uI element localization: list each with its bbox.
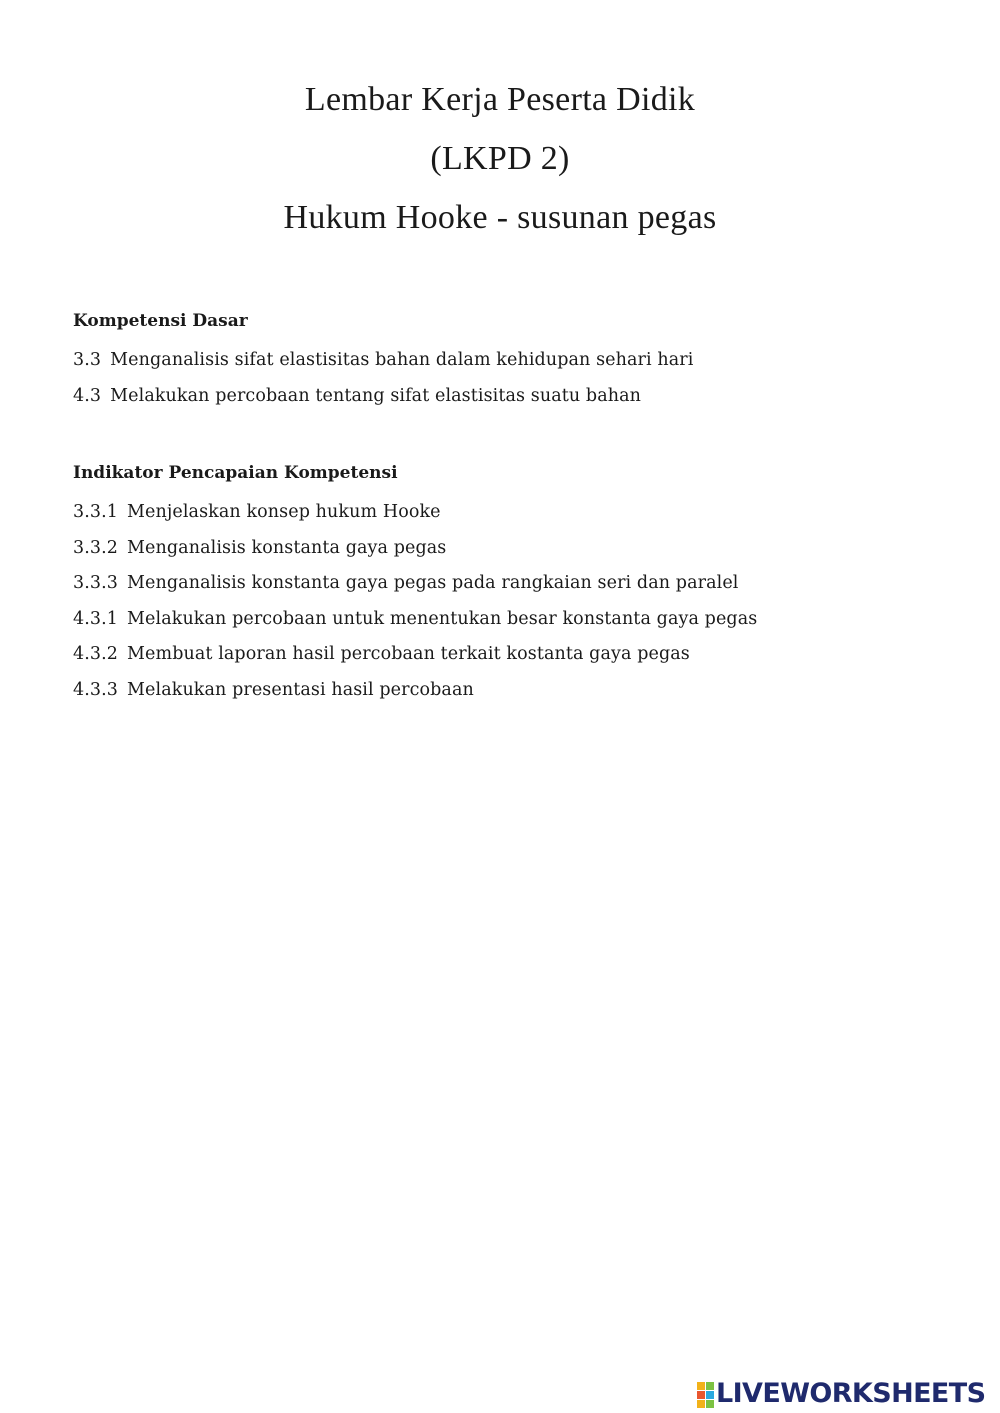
list-item	[73, 637, 953, 673]
document-title	[0, 70, 1000, 247]
item-text: Menganalisis sifat elastisitas bahan dalam kehidupan sehari hari	[110, 350, 694, 370]
list-item	[73, 343, 953, 379]
item-text: Menjelaskan konsep hukum Hooke	[127, 502, 441, 522]
item-number: 4.3	[73, 385, 102, 406]
item-text: Melakukan presentasi hasil percobaan	[127, 679, 474, 700]
list-item	[73, 495, 953, 531]
item-number: 3.3.3	[73, 573, 119, 593]
logo-square	[697, 1391, 705, 1399]
list-item	[73, 566, 953, 602]
title-line-1: Lembar Kerja Peserta Didik	[304, 81, 696, 118]
item-text: Melakukan percobaan untuk menentukan besar konstanta gaya pegas	[127, 608, 758, 629]
item-number: 3.3	[73, 350, 102, 370]
liveworksheets-logo-icon	[697, 1382, 714, 1408]
list-item	[73, 673, 953, 709]
list-item	[73, 379, 953, 415]
list-item	[73, 531, 953, 567]
item-text: Membuat laporan hasil percobaan terkait kostanta gaya pegas	[127, 644, 690, 664]
item-text: Menganalisis konstanta gaya pegas pada rangkaian seri dan paralel	[127, 573, 739, 593]
item-number: 3.3.1	[73, 502, 119, 522]
logo-square	[697, 1400, 705, 1408]
item-text: Menganalisis konstanta gaya pegas	[127, 537, 447, 558]
section-heading: Kompetensi Dasar	[73, 311, 248, 331]
liveworksheets-watermark	[697, 1376, 985, 1412]
item-number: 4.3.2	[73, 644, 119, 664]
title-line-3: Hukum Hooke - susunan pegas	[283, 199, 717, 236]
item-number: 4.3.3	[73, 679, 119, 700]
item-number: 3.3.2	[73, 537, 119, 558]
list-item	[73, 602, 953, 638]
logo-square	[706, 1400, 714, 1408]
kompetensi-dasar-section	[73, 308, 953, 414]
watermark-text: LIVEWORKSHEETS	[716, 1378, 986, 1409]
logo-square	[697, 1382, 705, 1390]
section-heading: Indikator Pencapaian Kompetensi	[73, 463, 398, 483]
logo-square	[706, 1382, 714, 1390]
title-line-2: (LKPD 2)	[430, 140, 570, 177]
logo-square	[706, 1391, 714, 1399]
item-text: Melakukan percobaan tentang sifat elastisitas suatu bahan	[110, 385, 642, 406]
item-number: 4.3.1	[73, 608, 119, 629]
indikator-section	[73, 460, 953, 708]
